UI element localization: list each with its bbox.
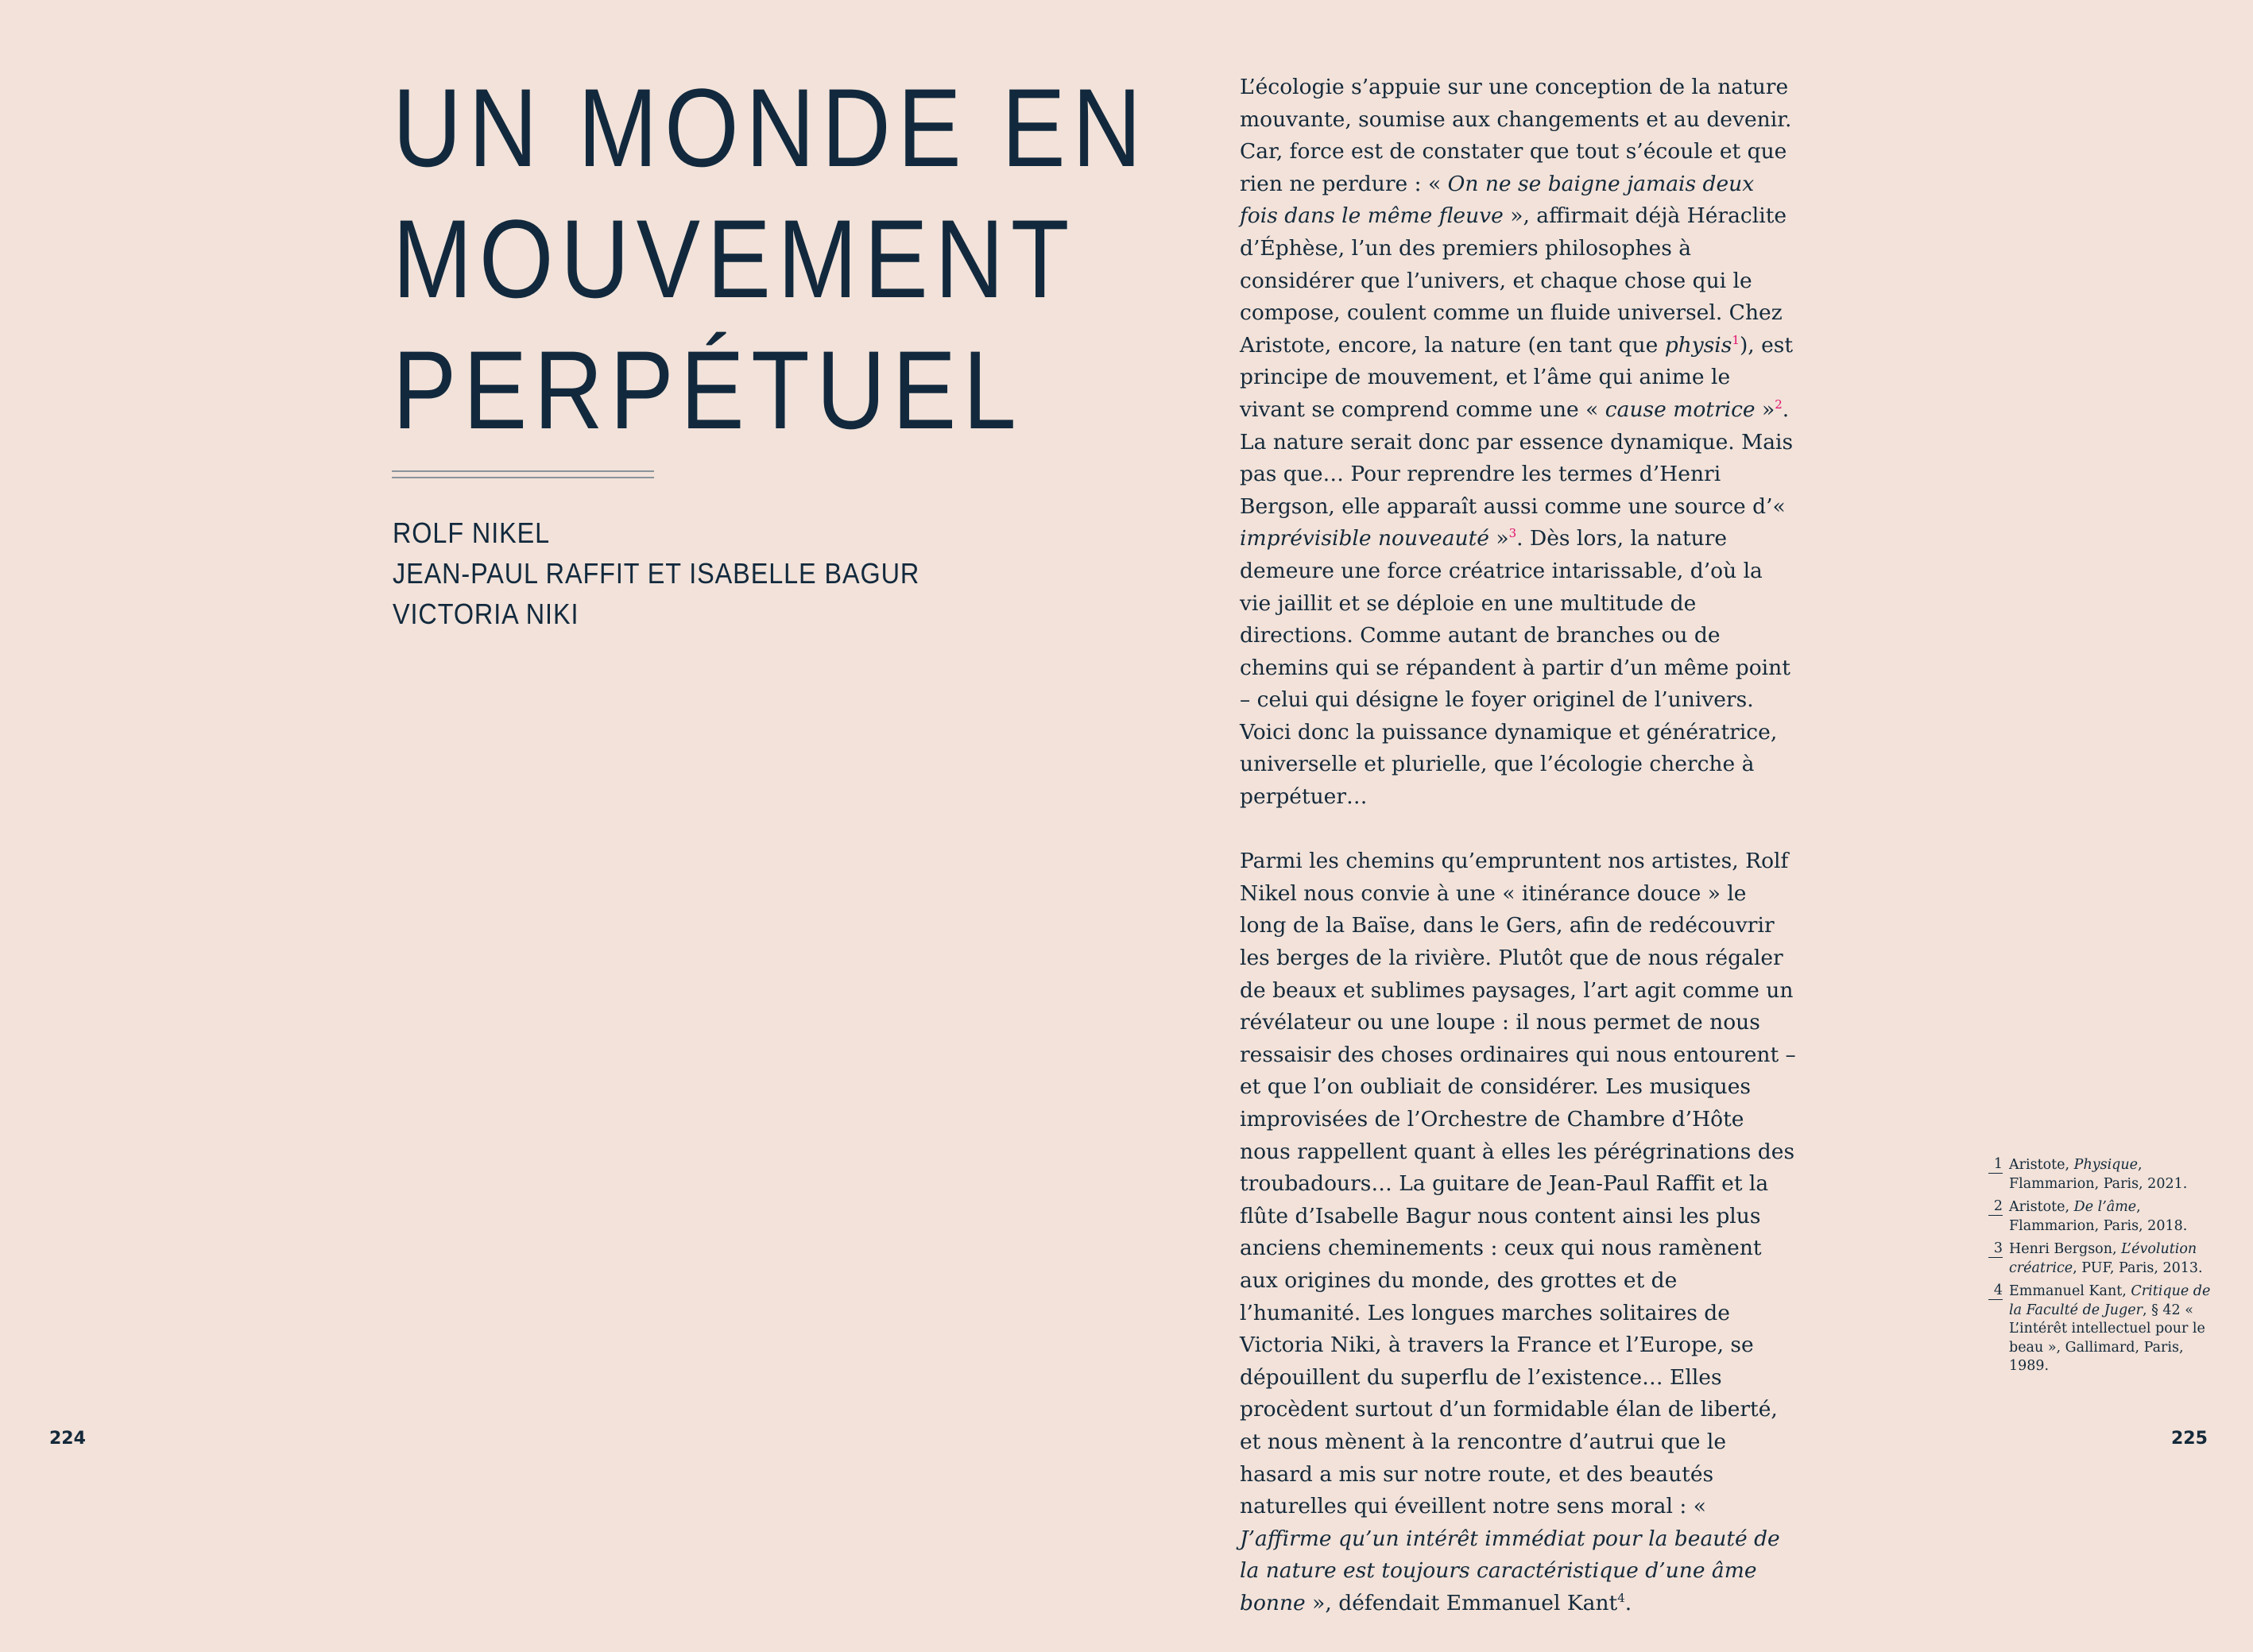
text-run: ), est principe de mouvement, et l’âme qui anime le vivant se comprend comme une « [1240, 332, 1794, 422]
title-line: PERPÉTUEL [393, 327, 1024, 452]
quote: imprévisible nouveauté [1240, 526, 1489, 551]
footnote [1988, 1156, 2211, 1194]
footnotes [1988, 1156, 2211, 1381]
text-run: . La nature serait donc par essence dynamique. Mais pas que… Pour reprendre les termes d’Henri Bergson, elle apparaît aussi comme une source d’« [1240, 397, 1794, 519]
text-run: . [1624, 1590, 1632, 1615]
footnote-number: 1 [1988, 1156, 2003, 1174]
text-run: , Flammarion, Paris, 2018. [2009, 1199, 2188, 1234]
page-number-right: 225 [2171, 1429, 2208, 1449]
footnote-ref[interactable]: 3 [1508, 526, 1517, 541]
essay-body [1240, 72, 1796, 1652]
footnote-number: 4 [1988, 1283, 2003, 1300]
book-title: De l’âme [2073, 1199, 2137, 1215]
text-run: . Dès lors, la nature demeure une force créatrice intarissable, d’où la vie jaillit et se déploie en une multitude de directions. Comme autant de branches ou de chemins qui se répandent à partir d’un même point – celui qui désigne le foyer originel de l’univers. Voici donc la puissance dynamique et génératrice, universelle et plurielle, que l’écologie cherche à perpétuer… [1240, 526, 1790, 810]
footnote [1988, 1283, 2211, 1376]
text-run: » [1755, 397, 1775, 422]
author-name: ROLF NIKEL [393, 516, 551, 549]
title-divider [392, 470, 654, 472]
text-run: » [1488, 526, 1509, 551]
text-run: , PUF, Paris, 2013. [2073, 1259, 2203, 1276]
author-name: VICTORIA NIKI [393, 598, 579, 630]
text-run: Henri Bergson, [2009, 1241, 2122, 1257]
book-title: Physique [2073, 1157, 2139, 1173]
text-run: Parmi les chemins qu’empruntent nos artistes, Rolf Nikel nous convie à une « itinérance douce » le long de la Baïse, dans le Gers, afin de redécouvrir les berges de la rivière. Plutôt que de nous régaler de beaux et sublimes paysages, l’art agit comme un révélateur ou une loupe : il nous permet de nous ressaisir des choses ordinaires qui nous entourent – et que l’on oubliait de considérer. Les musiques improvisées de l’Orchestre de Chambre d’Hôte nous rappellent quant à elles les pérégrinations des troubadours… La guitare de Jean-Paul Raffit et la flûte d’Isabelle Bagur nous content ainsi les plus anciens cheminements : ceux qui nous ramènent aux origines du monde, des grottes et de l’humanité. Les longues marches solitaires de Victoria Niki, à travers la France et l’Europe, se dépouillent du superflu de l’existence… Elles procèdent surtout d’un formidable élan de liberté, et nous mènent à la rencontre d’autrui que le hasard a mis sur notre route, et des beautés naturelles qui éveillent notre sens moral : « [1240, 849, 1796, 1519]
footnote-number: 3 [1988, 1240, 2003, 1258]
footnote-ref[interactable]: 2 [1775, 397, 1783, 412]
text-run: , Flammarion, Paris, 2021. [2009, 1157, 2188, 1192]
title-line: MOUVEMENT [393, 196, 1076, 321]
page-number-left: 224 [49, 1429, 86, 1449]
footnote [1988, 1240, 2211, 1278]
text-run: », défendait Emmanuel Kant [1305, 1590, 1618, 1615]
paragraph [1240, 72, 1796, 814]
title-line: UN MONDE EN [393, 65, 1148, 190]
title-divider [392, 477, 654, 478]
book-title: L’évolution créatrice [2009, 1241, 2197, 1276]
text-run: », affirmait déjà Héraclite d’Éphèse, l’un des premiers philosophes à considérer que l’univers, et chaque chose qui le compose, coulent comme un fluide universel. Chez Aristote, encore, la nature (en tant que [1240, 203, 1787, 358]
author-name: JEAN-PAUL RAFFIT ET ISABELLE BAGUR [393, 557, 920, 590]
quote: physis [1664, 332, 1732, 358]
text-run: Aristote, [2009, 1199, 2074, 1215]
book-title: Critique de la Faculté de Juger [2009, 1283, 2211, 1318]
quote: On ne se baigne jamais deux fois dans le même fleuve [1240, 171, 1755, 229]
author-list [393, 513, 919, 634]
quote: cause motrice [1605, 397, 1756, 422]
footnote-ref[interactable]: 4 [1617, 1591, 1625, 1606]
text-run: L’écologie s’appuie sur une conception de la nature mouvante, soumise aux changements et au devenir. Car, force est de constater que tout s’écoule et que rien ne perdure : « [1240, 75, 1792, 196]
paragraph [1240, 845, 1796, 1619]
footnote [1988, 1198, 2211, 1236]
chapter-title [393, 62, 1148, 455]
footnote-ref[interactable]: 1 [1732, 332, 1740, 347]
footnote-number: 2 [1988, 1198, 2003, 1216]
quote: J’affirme qu’un intérêt immédiat pour la beauté de la nature est toujours caractéristique d’une âme bonne [1240, 1526, 1780, 1615]
text-run: Aristote, [2009, 1157, 2074, 1173]
text-run: , § 42 « L’intérêt intellectuel pour le beau », Gallimard, Paris, 1989. [2009, 1302, 2205, 1374]
text-run: Emmanuel Kant, [2009, 1283, 2131, 1299]
